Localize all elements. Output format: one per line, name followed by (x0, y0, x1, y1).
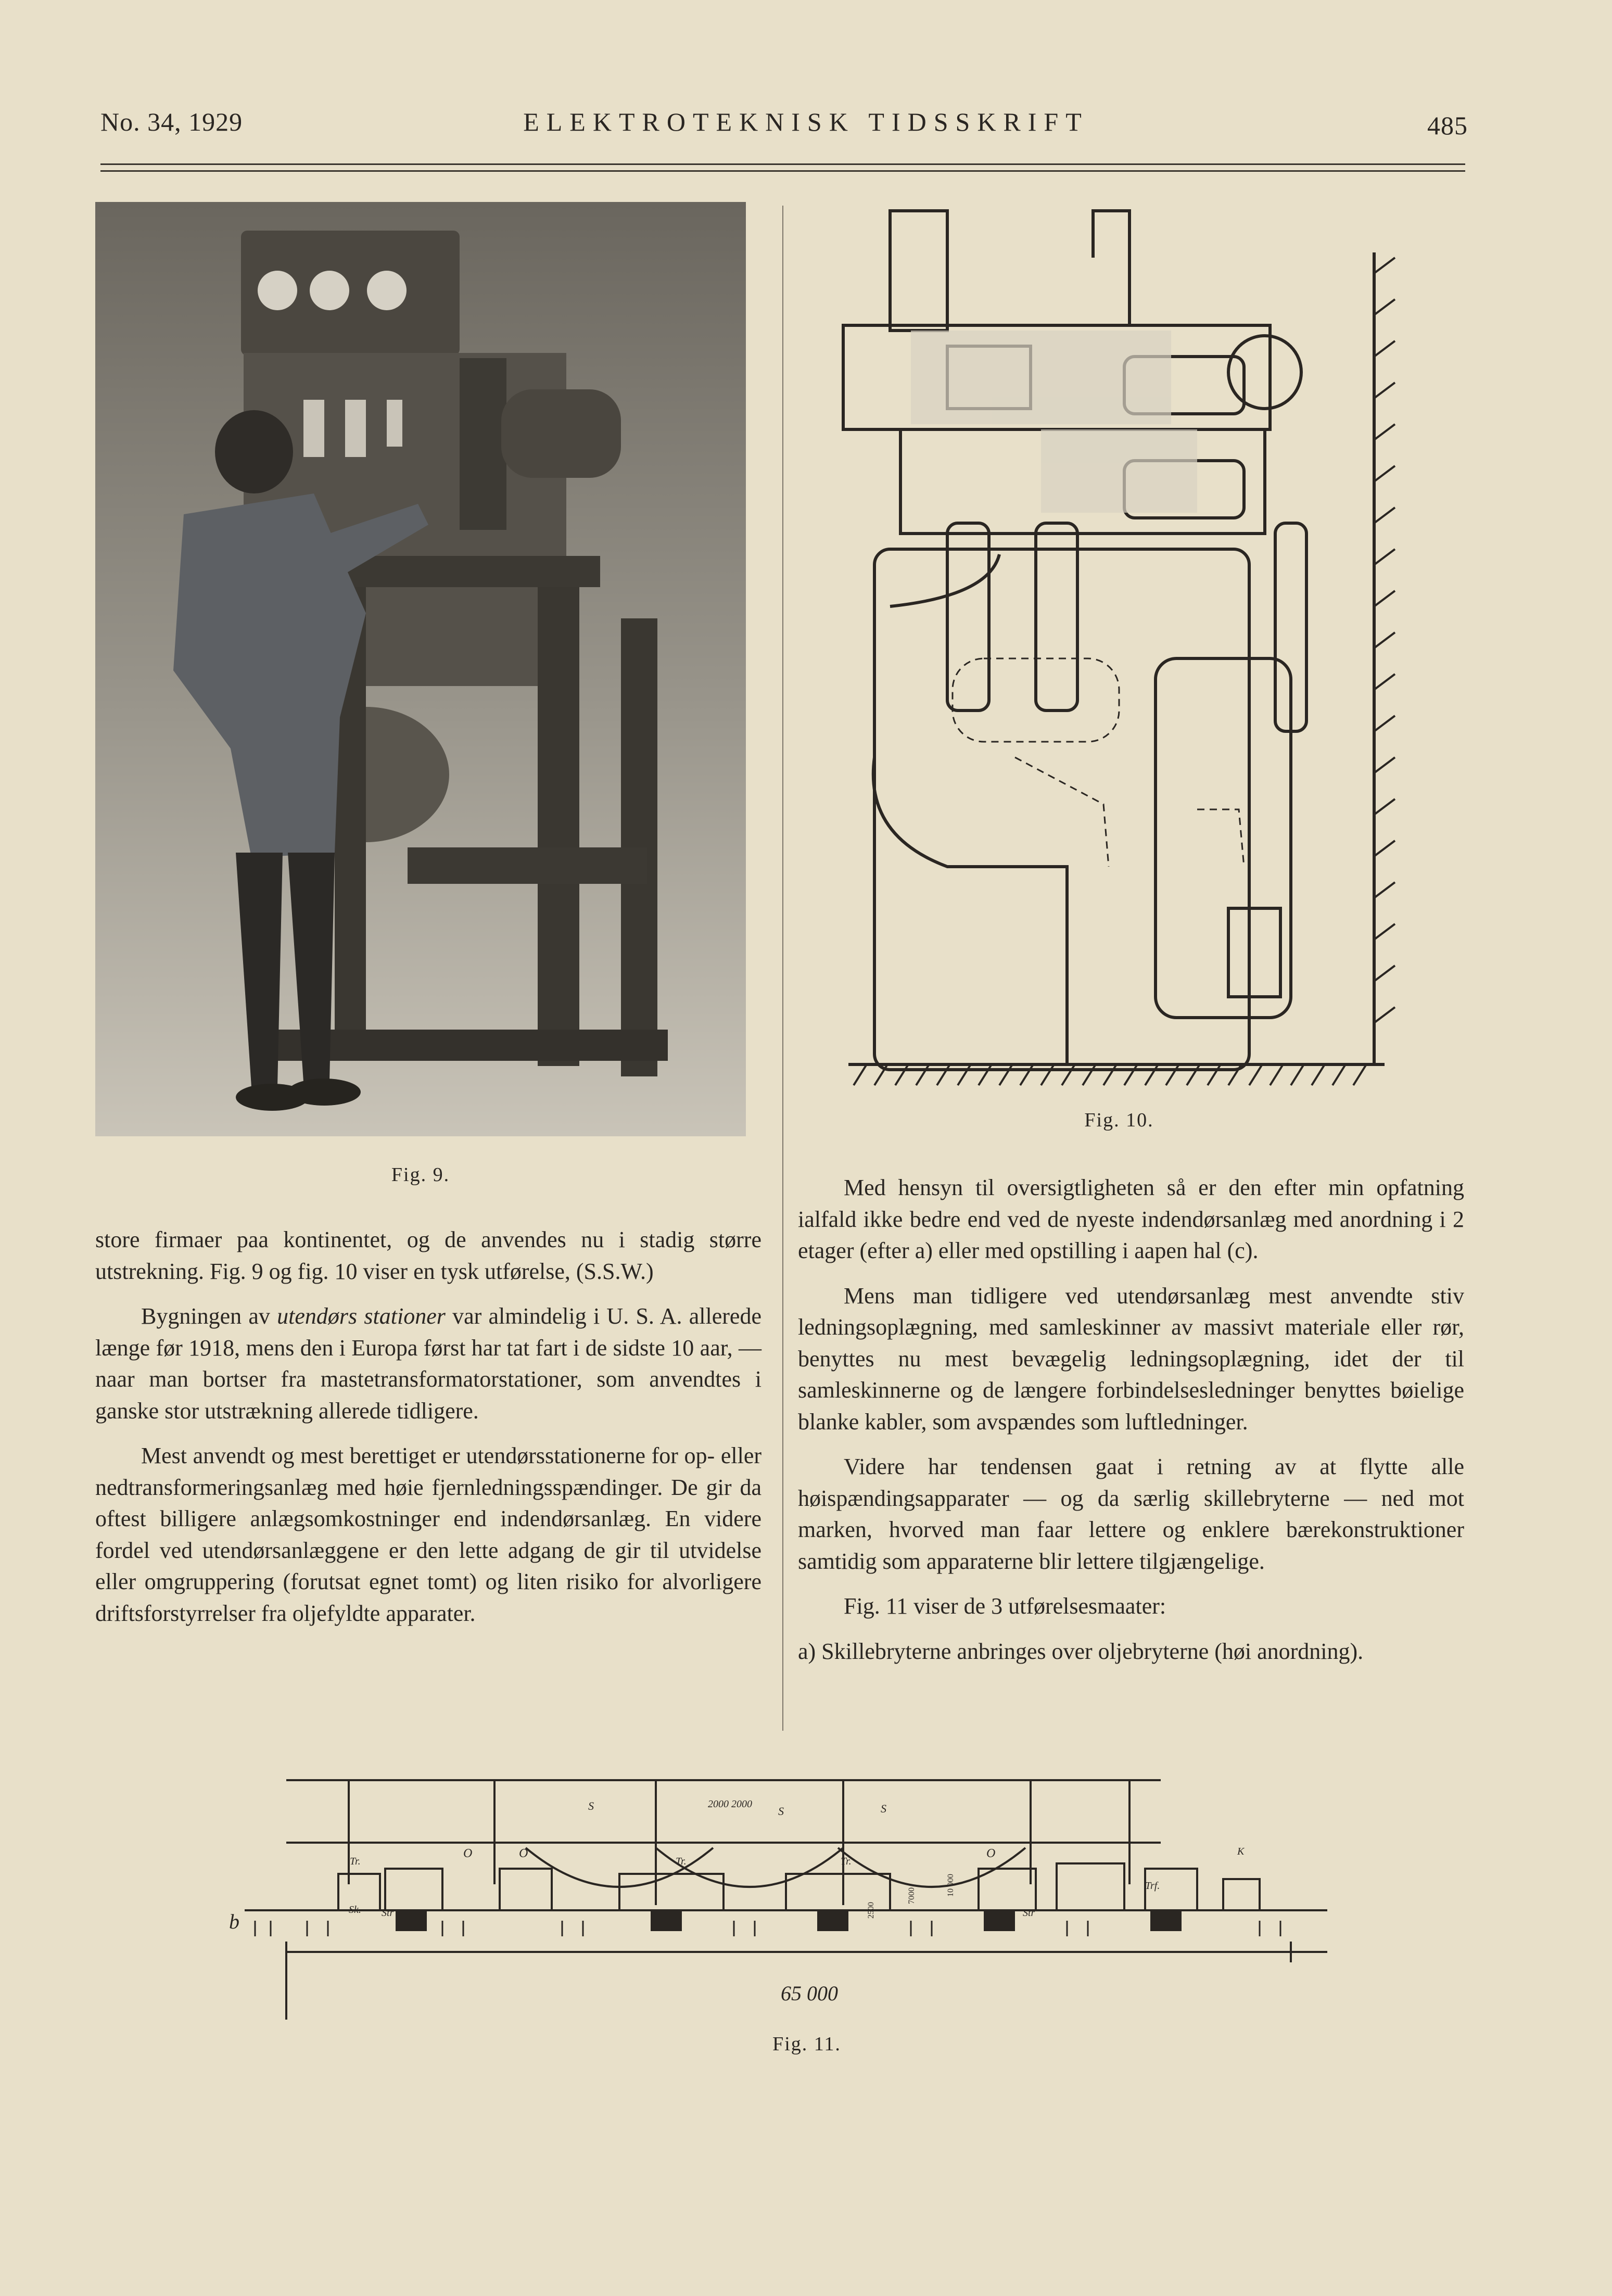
fig11-label-k: K (1237, 1846, 1245, 1857)
right-paragraph-3: Videre har tendensen gaat i retning av at flytte alle høispændingsapparater — og da særlig skillebryterne — ned mot marken, hvorved man faar lettere og enklere bærekonstruktioner samtidig som apparaterne blir lettere tilgjængelige. (798, 1454, 1464, 1574)
fig11-label-tr1: Tr. (350, 1856, 361, 1867)
left-paragraph-2-end: var almindelig i U. S. A. allerede længe før 1918, mens den i Europa først har tat fart i de sidste 10 aar, — naar man bortser fra mastetransformatorstationer, som anvendtes i ganske stor utstrækning allerede tidligere. (95, 1303, 761, 1424)
fig11-caption: Fig. 11. (772, 2033, 841, 2055)
fig11-label-tr2: Tr. (676, 1856, 687, 1867)
fig11-label-trf: Trf. (1145, 1880, 1160, 1892)
left-paragraph-2 (95, 1301, 761, 1427)
right-paragraph-1: Med hensyn til oversigtligheten så er den efter min opfatning ialfald ikke bedre end ved de nyeste indendørsanlæg med anordning i 2 etager (efter a) eller med opstilling i aapen hal (c). (798, 1175, 1464, 1263)
header-rule-bottom (100, 170, 1465, 172)
right-paragraph-2: Mens man tidligere ved utendørsanlæg mest anvendte stiv ledningsoplægning, med samleskinner av massivt materiale eller rør, benyttes nu mest bevægelig ledningsoplægning, idet der til samleskinnerne og de længere forbindelsesledninger benyttes bøielige blanke kabler, som avspændes som luftledninger. (798, 1283, 1464, 1435)
left-paragraph-3: Mest anvendt og mest berettiget er utendørsstationerne for op- eller nedtransformeringsanlæg med høie fjernledningsspændinger. De gir da oftest billigere anlægsomkostninger end indendørsanlæg. En videre fordel ved utendørsanlæggene er den lette adgang de gir til utvidelse eller omgruppering (forutsat egnet tomt) og liten risiko for alvorligere driftsforstyrrelser fra oljefyldte apparater. (95, 1443, 761, 1626)
fig9-photo-drawing (95, 202, 746, 1136)
fig9-caption: Fig. 9. (391, 1164, 450, 1186)
fig11-label-h10000: 10 000 (946, 1874, 955, 1897)
fig10-caption: Fig. 10. (1084, 1109, 1154, 1131)
fig11-label-h7000: 7000 (907, 1887, 916, 1904)
fig11-label-s3: S (881, 1802, 886, 1815)
left-paragraph-2-emphasis: utendørs stationer (277, 1303, 446, 1329)
fig10-drawing (833, 211, 1405, 1096)
fig11-label-h2500: 2500 (867, 1902, 875, 1919)
right-paragraph-4: Fig. 11 viser de 3 utførelsesmaater: (844, 1593, 1166, 1619)
fig11-label-str2: Str (1023, 1907, 1035, 1919)
fig11-label-total: 65 000 (781, 1982, 838, 2005)
right-column (798, 1172, 1464, 1667)
fig11-label-sk: Sk. (349, 1904, 361, 1916)
fig11-label-o2: O (519, 1847, 528, 1860)
column-divider (782, 206, 783, 1731)
left-paragraph-1: store firmaer paa kontinentet, og de anvendes nu i stadig større utstrekning. Fig. 9 og fig. 10 viser en tysk utførelse, (S.S.W.) (95, 1227, 761, 1284)
fig11-label-b: b (229, 1910, 239, 1933)
issue-number: No. 34, 1929 (100, 107, 243, 136)
left-paragraph-2-start: Bygningen av (141, 1303, 277, 1329)
header-rule-top (100, 163, 1465, 165)
right-paragraph-5: a) Skillebryterne anbringes over oljebryterne (høi anordning). (798, 1638, 1364, 1664)
fig11-label-s2: S (778, 1805, 784, 1818)
left-column (95, 1224, 761, 1629)
fig11-label-dim-top: 2000 2000 (708, 1798, 752, 1810)
journal-title: ELEKTROTEKNISK TIDSSKRIFT (523, 107, 1089, 136)
fig11-label-str1: Str (382, 1907, 394, 1919)
fig9-photo (95, 202, 746, 1136)
page-number: 485 (1427, 111, 1468, 140)
fig11-label-s1: S (588, 1799, 594, 1812)
fig11-label-o1: O (463, 1847, 473, 1860)
fig11-label-o3: O (986, 1847, 996, 1860)
fig11-label-tr3: Tr. (841, 1856, 852, 1867)
